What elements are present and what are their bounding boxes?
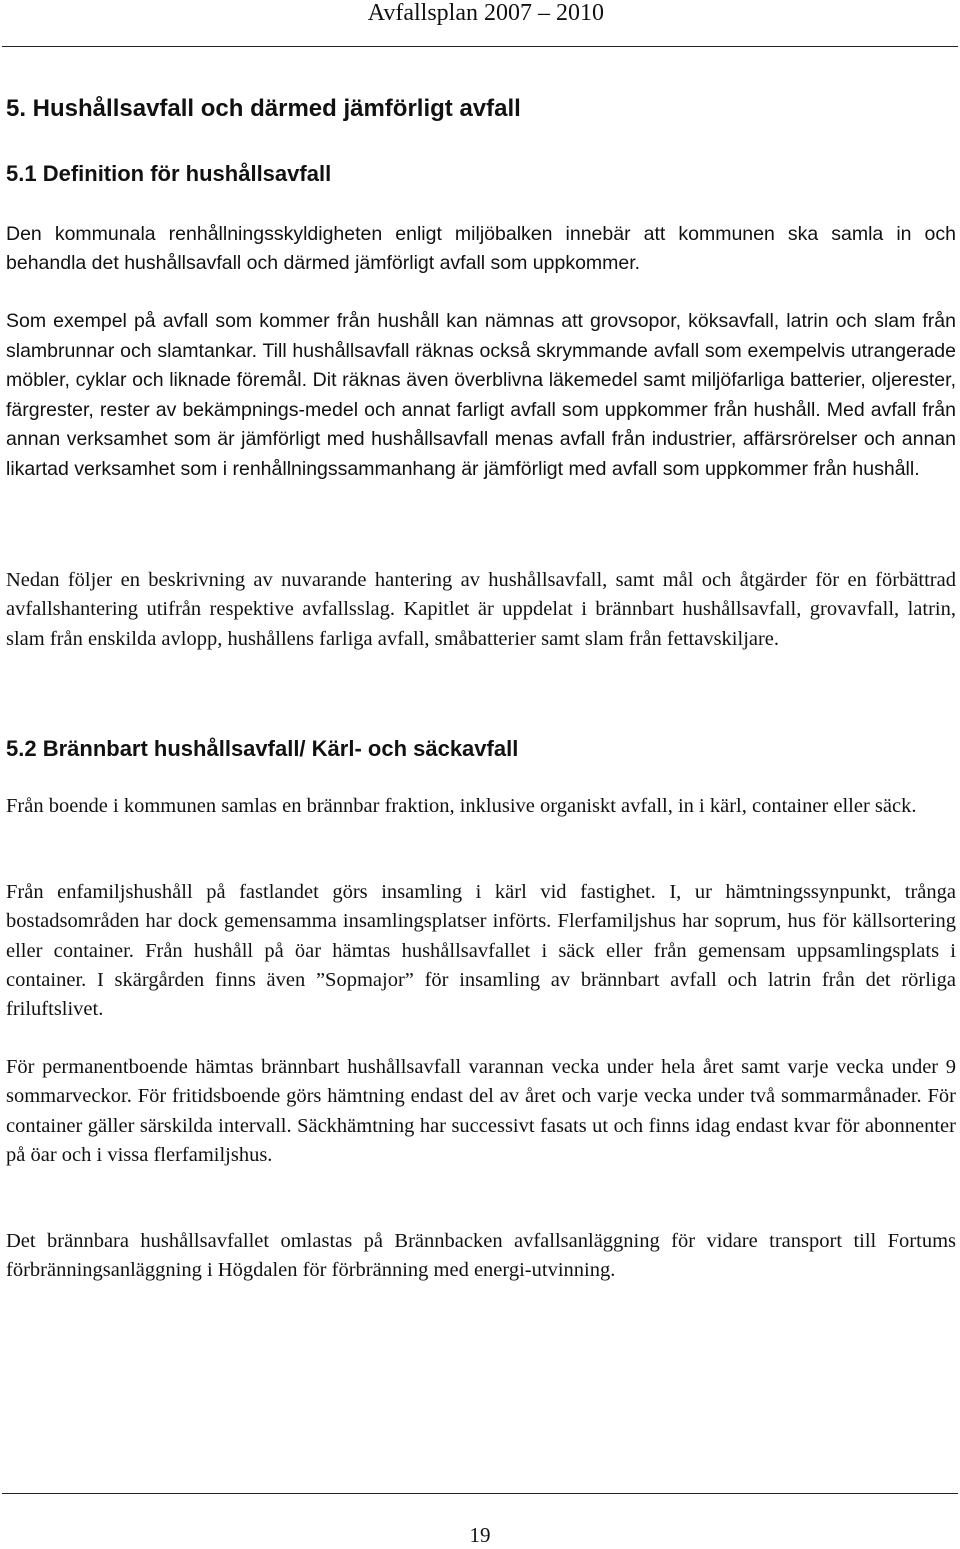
subsection-heading-5-2: 5.2 Brännbart hushållsavfall/ Kärl- och säckavfall: [6, 736, 519, 761]
paragraph-transport: Det brännbara hushållsavfallet omlastas på Brännbacken avfallsanläggning för vidare transport till Fortums förbränningsanläggning i Högdalen för förbränning med energi-utvinning.: [6, 1230, 956, 1282]
section-heading: 5. Hushållsavfall och därmed jämförligt avfall: [6, 95, 521, 122]
paragraph-single-family: Från enfamiljshushåll på fastlandet görs insamling i kärl vid fastighet. I, ur hämtningssynpunkt, trånga bostadsområden har dock gemensamma insamlingsplatser införts. Flerfamiljshus har soprum, hus för källsortering eller container. Från hushåll på öar hämtas hushållsavfallet i säck eller från gemensam uppsamlingsplats i container. I skärgården finns även ”Sopmajor” för insamling av brännbart avfall och latrin från det rörliga friluftslivet.: [6, 881, 956, 1021]
paragraph-definition: Den kommunala renhållningsskyldigheten enligt miljöbalken innebär att kommunen ska samla in och behandla det hushållsavfall och därmed jämförligt avfall som uppkommer.: [6, 223, 956, 275]
paragraph-examples: Som exempel på avfall som kommer från hushåll kan nämnas att grovsopor, köksavfall, latrin och slam från slambrunnar och slamtankar. Till hushållsavfall räknas också skrymmande avfall som exempelvis utrangerade möbler, cyklar och liknade föremål. Dit räknas även överblivna läkemedel samt miljöfarliga batterier, oljerester, färgrester, rester av bekämpnings-medel och annat farligt avfall som uppkommer från hushåll. Med avfall från annan verksamhet som är jämförligt med hushållsavfall menas avfall från industrier, affärsrörelser och annan likartad verksamhet som i renhållningssammanhang är jämförligt med avfall som uppkommer från hushåll.: [6, 310, 956, 480]
subsection-heading-5-1: 5.1 Definition för hushållsavfall: [6, 161, 332, 186]
header-title: Avfallsplan 2007 – 2010: [367, 0, 604, 26]
paragraph-overview: Nedan följer en beskrivning av nuvarande hantering av hushållsavfall, samt mål och åtgärder för en förbättrad avfallshantering utifrån respektive avfallsslag. Kapitlet är uppdelat i brännbart hushållsavfall, grovavfall, latrin, slam från enskilda avlopp, hushållens farliga avfall, småbatterier samt slam från fettavskiljare.: [6, 569, 956, 650]
paragraph-collection: Från boende i kommunen samlas en brännbar fraktion, inklusive organiskt avfall, in i kärl, container eller säck.: [6, 795, 917, 817]
footer-divider: [2, 1493, 958, 1494]
page-number: 19: [469, 1523, 491, 1547]
header-divider: [2, 46, 958, 47]
paragraph-schedule: För permanentboende hämtas brännbart hushållsavfall varannan vecka under hela året samt varje vecka under 9 sommarveckor. För fritidsboende görs hämtning endast del av året och varje vecka under två sommarmånader. För container gäller särskilda intervall. Säckhämtning har successivt fasats ut och finns idag endast kvar för abonnenter på öar och i vissa flerfamiljshus.: [6, 1056, 956, 1166]
